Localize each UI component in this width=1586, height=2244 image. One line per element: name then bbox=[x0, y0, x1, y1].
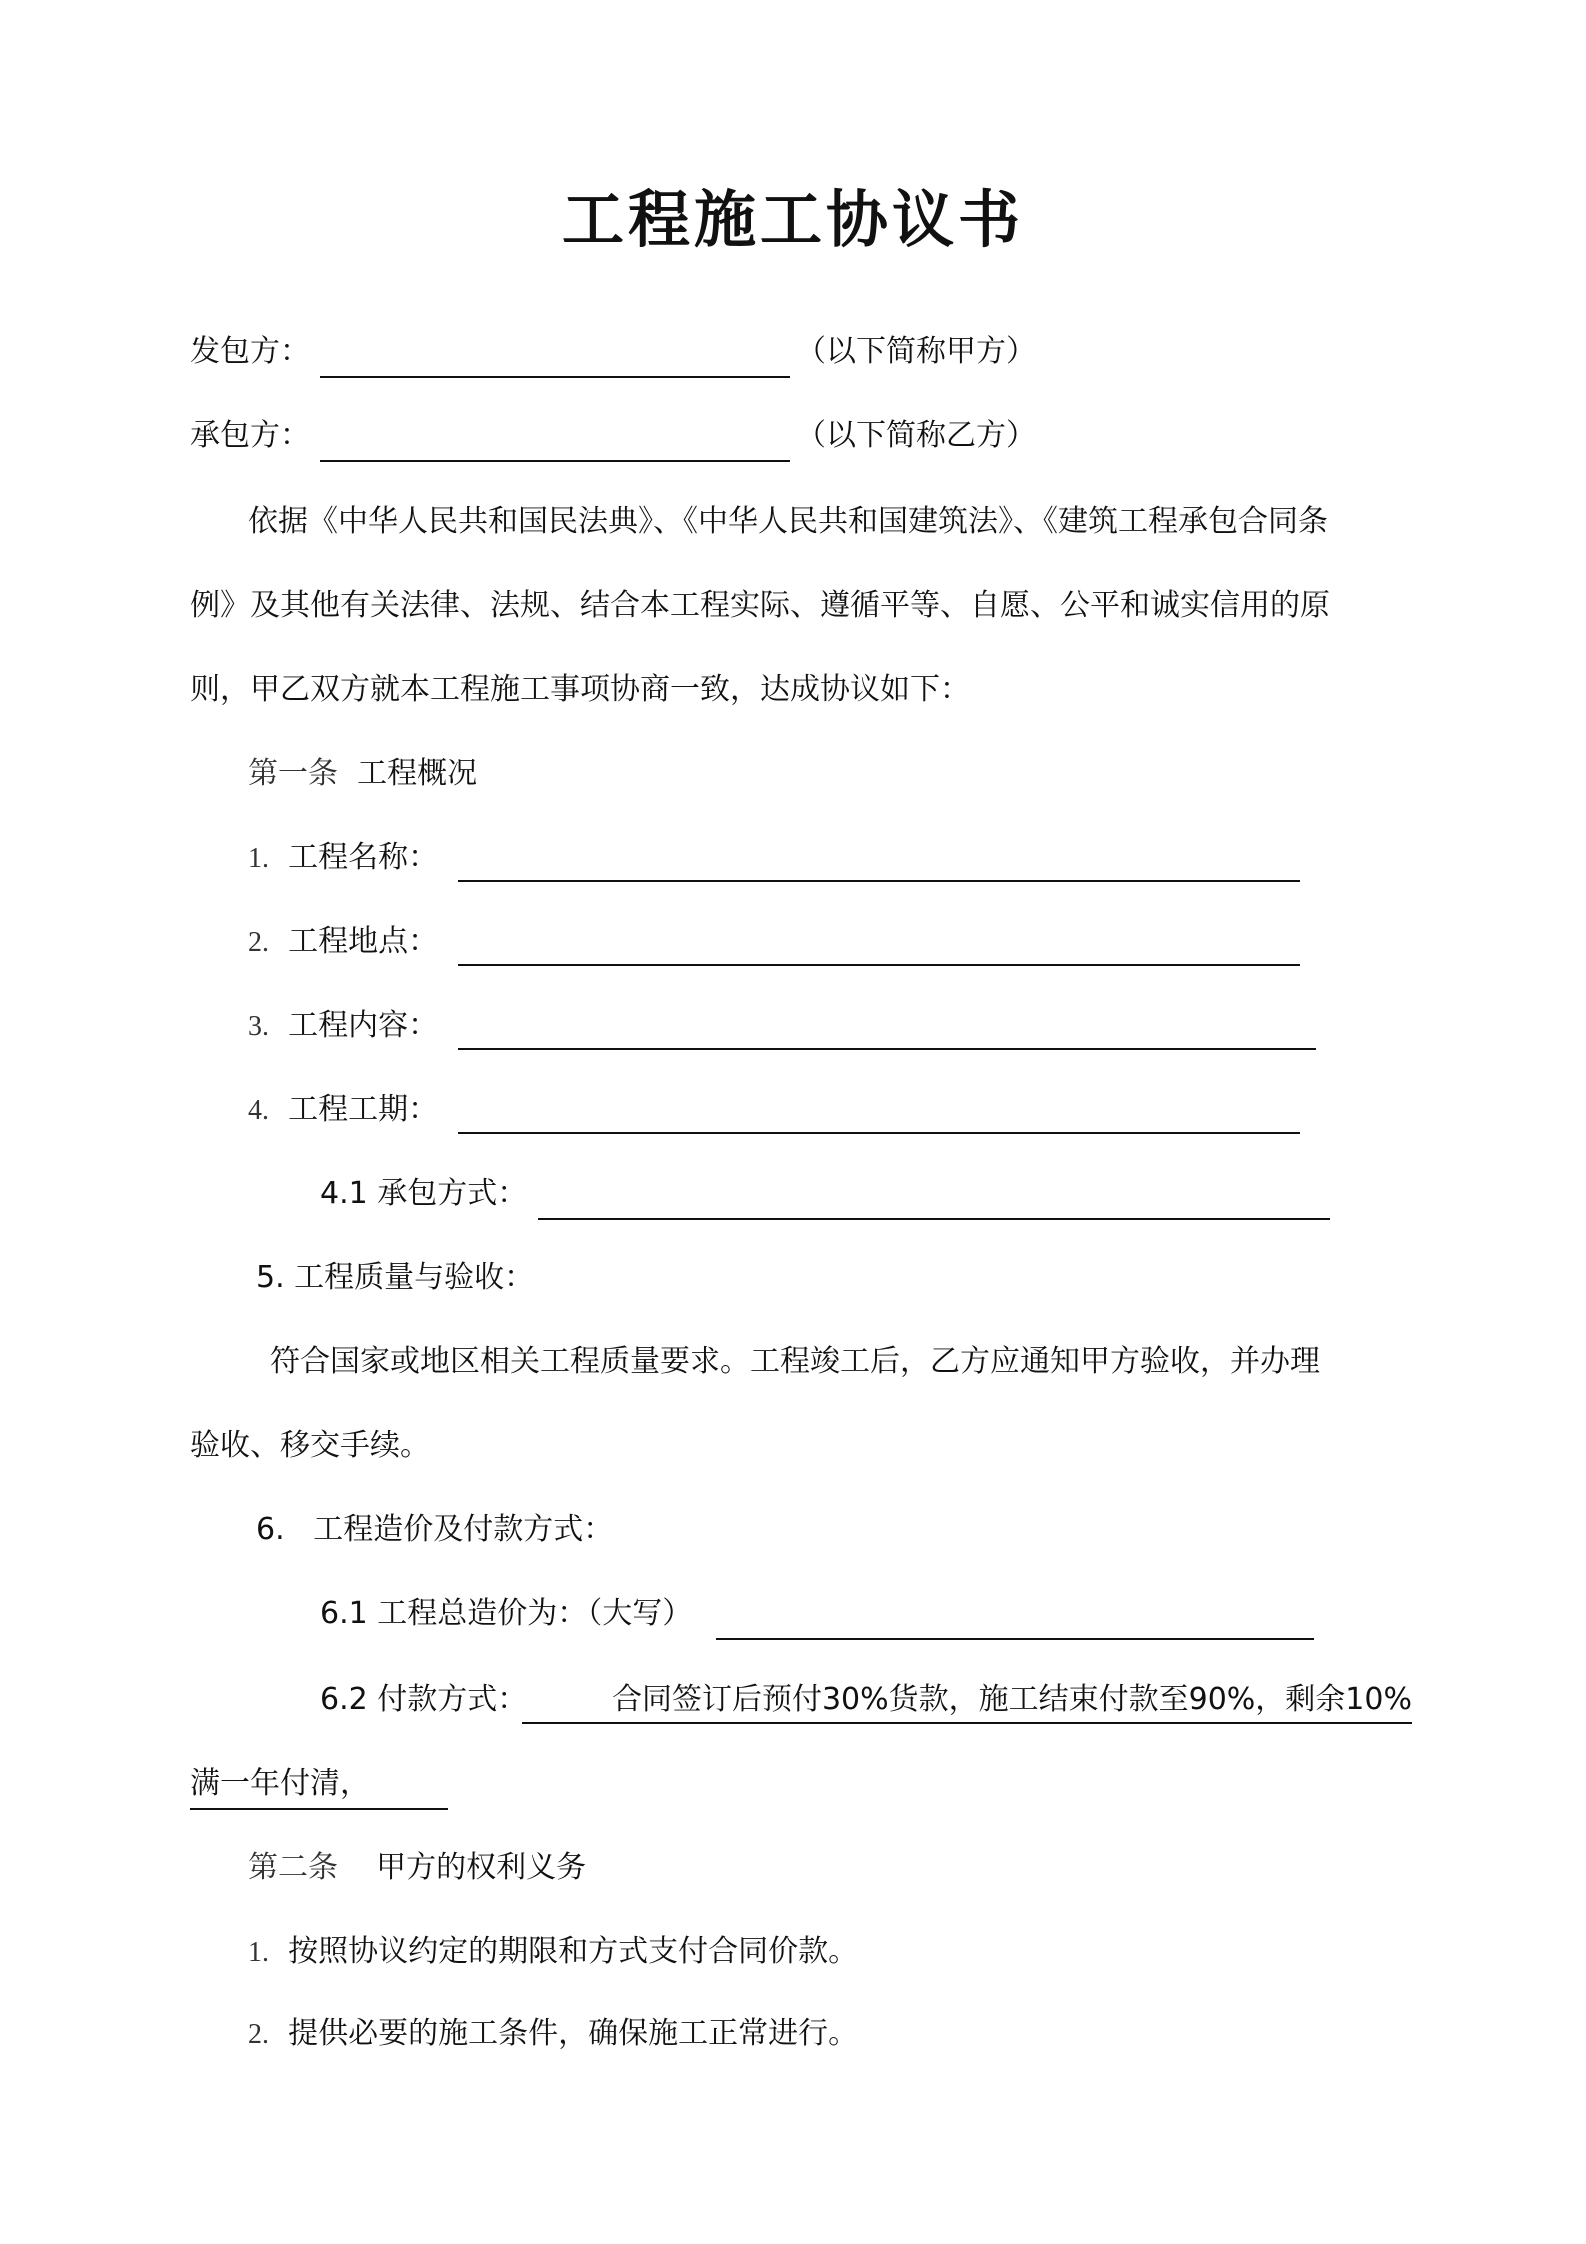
price-payment-heading bbox=[256, 1510, 613, 1550]
project-name-blank[interactable] bbox=[458, 880, 1300, 882]
price-payment-label: 工程造价及付款方式： bbox=[313, 1512, 614, 1547]
quality-text-line: 符合国家或地区相关工程质量要求。工程竣工后，乙方应通知甲方验收，并办理 bbox=[270, 1344, 1320, 1379]
contract-method-blank[interactable] bbox=[538, 1218, 1330, 1220]
contract-method-label: 4.1 承包方式： bbox=[320, 1176, 528, 1211]
project-name-label: 工程名称： bbox=[288, 840, 439, 875]
quality-text-line: 验收、移交手续。 bbox=[190, 1428, 430, 1463]
article2-title: 甲方的权利义务 bbox=[376, 1850, 587, 1885]
list-item bbox=[248, 922, 438, 963]
item-number: 1. bbox=[248, 843, 269, 874]
employer-suffix: （以下简称甲方） bbox=[796, 334, 1036, 369]
contractor-suffix: （以下简称乙方） bbox=[796, 418, 1036, 453]
obligation-text: 按照协议约定的期限和方式支付合同价款。 bbox=[288, 1934, 859, 1969]
project-content-blank[interactable] bbox=[458, 1048, 1316, 1050]
preamble-line: 依据《中华人民共和国民法典》、《中华人民共和国建筑法》、《建筑工程承包合同条 bbox=[248, 504, 1328, 539]
article1-heading bbox=[248, 754, 477, 794]
total-price-label: 6.1 工程总造价为：（大写） bbox=[320, 1596, 693, 1631]
list-item bbox=[248, 838, 438, 879]
payment-method-label: 6.2 付款方式： bbox=[320, 1682, 528, 1717]
project-content-label: 工程内容： bbox=[288, 1008, 439, 1043]
document-title: 工程施工协议书 bbox=[561, 183, 1024, 256]
payment-method-text: 合同签订后预付30%货款，施工结束付款至90%，剩余10% bbox=[611, 1682, 1412, 1717]
project-location-blank[interactable] bbox=[458, 964, 1300, 966]
list-item bbox=[248, 1932, 858, 1973]
total-price-blank[interactable] bbox=[716, 1638, 1314, 1640]
payment-method-continuation[interactable] bbox=[190, 1764, 370, 1804]
obligation-text: 提供必要的施工条件，确保施工正常进行。 bbox=[288, 2016, 859, 2051]
item-number: 4. bbox=[248, 1095, 269, 1126]
item-number: 1. bbox=[248, 1937, 269, 1968]
project-duration-blank[interactable] bbox=[458, 1132, 1300, 1134]
employer-blank[interactable] bbox=[320, 376, 790, 378]
employer-label: 发包方： bbox=[190, 334, 310, 369]
item-number: 2. bbox=[248, 2019, 269, 2050]
preamble-line: 例》及其他有关法律、法规、结合本工程实际、遵循平等、自愿、公平和诚实信用的原 bbox=[190, 588, 1330, 623]
project-location-label: 工程地点： bbox=[288, 924, 439, 959]
payment-method-value[interactable] bbox=[522, 1680, 1412, 1724]
article2-heading bbox=[248, 1848, 586, 1888]
project-duration-label: 工程工期： bbox=[288, 1092, 439, 1127]
item-number: 3. bbox=[248, 1011, 269, 1042]
article2-number: 第二条 bbox=[248, 1850, 338, 1885]
quality-acceptance-heading: 5. 工程质量与验收： bbox=[256, 1260, 535, 1295]
contractor-blank[interactable] bbox=[320, 460, 790, 462]
item-number: 6. bbox=[256, 1512, 285, 1547]
article1-number: 第一条 bbox=[248, 756, 338, 791]
list-item bbox=[248, 2014, 858, 2055]
list-item bbox=[248, 1090, 438, 1131]
contractor-label: 承包方： bbox=[190, 418, 310, 453]
article1-title: 工程概况 bbox=[357, 756, 478, 791]
item-number: 2. bbox=[248, 927, 269, 958]
payment-method-text: 满一年付清， bbox=[190, 1766, 370, 1801]
list-item bbox=[248, 1006, 438, 1047]
payment-method-underline bbox=[190, 1808, 448, 1810]
preamble-line: 则，甲乙双方就本工程施工事项协商一致，达成协议如下： bbox=[190, 672, 970, 707]
